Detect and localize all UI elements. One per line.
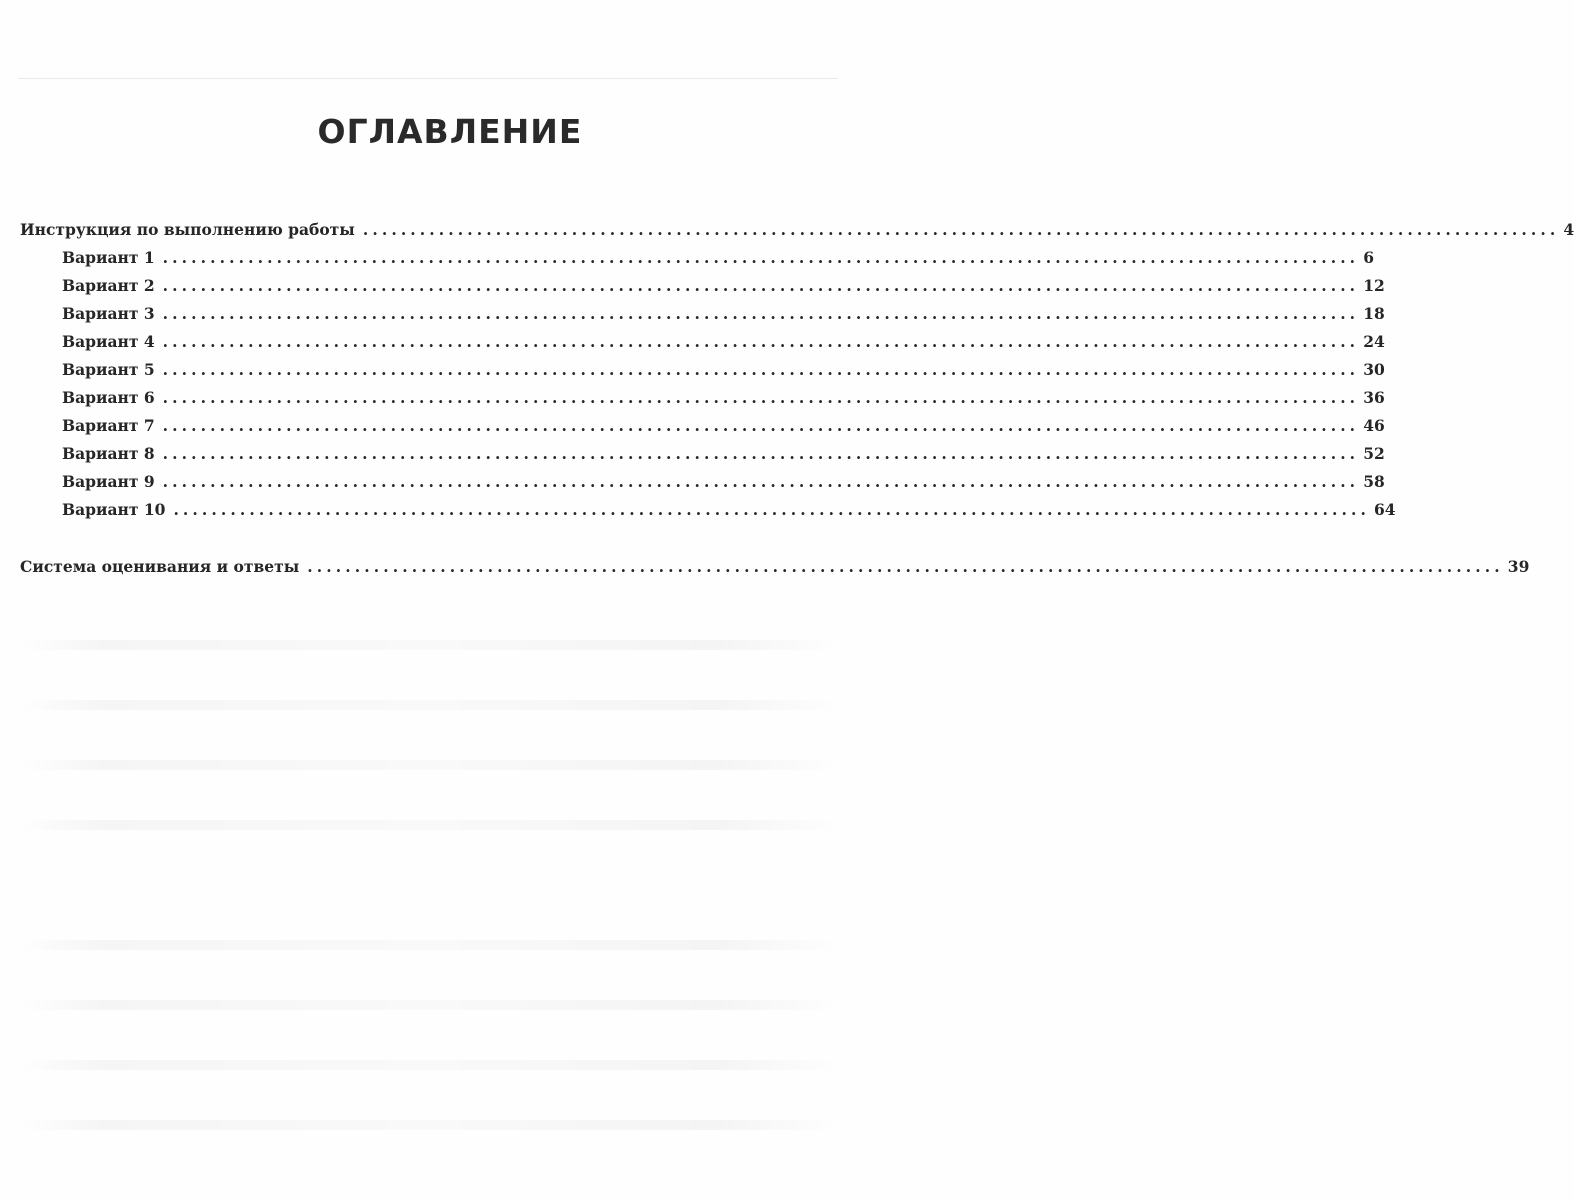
- toc-entry-label: Вариант 4: [62, 332, 155, 351]
- toc-entry-label: Вариант 2: [62, 276, 155, 295]
- toc-entry-label: Инструкция по выполнению работы: [20, 220, 355, 239]
- toc-entry-page: 36: [1363, 388, 1385, 407]
- toc-leader-dots: ..............................................................................................................................: [162, 276, 1360, 295]
- bleed-through: [20, 1060, 840, 1070]
- toc-entry-label: Вариант 1: [62, 248, 155, 267]
- bleed-through: [20, 760, 840, 770]
- toc-leader-dots: ..............................................................................................................................: [162, 472, 1360, 491]
- toc-entry-label: Вариант 9: [62, 472, 155, 491]
- toc-entry-variant-5[interactable]: [20, 360, 1385, 388]
- toc-entry-page: 39: [1507, 557, 1530, 576]
- header-rule: [18, 78, 838, 79]
- bleed-through: [20, 640, 840, 650]
- toc-entry-label: Вариант 10: [62, 500, 166, 519]
- toc-leader-dots: ..............................................................................................................................: [173, 500, 1370, 519]
- page-title: ОГЛАВЛЕНИЕ: [317, 112, 583, 151]
- toc-entry-page: 58: [1363, 472, 1385, 491]
- toc-leader-dots: ..............................................................................................................................: [162, 444, 1360, 463]
- toc-entry-page: 4: [1563, 220, 1574, 239]
- bleed-through: [20, 820, 840, 830]
- toc-entry-variant-6[interactable]: [20, 388, 1385, 416]
- bleed-through: [20, 700, 840, 710]
- toc-entry-page: 12: [1363, 276, 1385, 295]
- toc-entry-page: 64: [1373, 500, 1396, 519]
- toc-entry-variant-1[interactable]: [20, 248, 1374, 276]
- toc-entry-variant-3[interactable]: [20, 304, 1385, 332]
- toc-entry-label: Вариант 8: [62, 444, 155, 463]
- toc-entry-label: Система оценивания и ответы: [20, 557, 300, 576]
- toc-leader-dots: ..............................................................................................................................: [162, 360, 1360, 379]
- toc-leader-dots: ..............................................................................................................................: [162, 304, 1360, 323]
- toc-entry-page: 6: [1363, 248, 1374, 267]
- toc-leader-dots: ..............................................................................................................................: [307, 557, 1504, 576]
- toc-entry-variant-9[interactable]: [20, 472, 1385, 500]
- bleed-through: [20, 1120, 840, 1130]
- toc-entry-variant-8[interactable]: [20, 444, 1385, 472]
- table-of-contents: [20, 220, 1574, 585]
- bleed-through: [20, 1000, 840, 1010]
- toc-entry-grading[interactable]: [20, 557, 1530, 585]
- toc-entry-variant-10[interactable]: [20, 500, 1396, 528]
- toc-leader-dots: ..............................................................................................................................: [162, 388, 1360, 407]
- bleed-through: [20, 940, 840, 950]
- toc-entry-variant-4[interactable]: [20, 332, 1385, 360]
- toc-entry-label: Вариант 6: [62, 388, 155, 407]
- toc-entry-variant-2[interactable]: [20, 276, 1385, 304]
- toc-entry-page: 24: [1363, 332, 1385, 351]
- toc-entry-label: Вариант 3: [62, 304, 155, 323]
- toc-leader-dots: ..............................................................................................................................: [162, 416, 1360, 435]
- toc-entry-page: 30: [1363, 360, 1385, 379]
- toc-leader-dots: ..............................................................................................................................: [362, 220, 1560, 239]
- toc-entry-page: 52: [1363, 444, 1385, 463]
- toc-leader-dots: ..............................................................................................................................: [162, 332, 1360, 351]
- toc-leader-dots: ..............................................................................................................................: [162, 248, 1360, 267]
- toc-entry-label: Вариант 7: [62, 416, 155, 435]
- toc-entry-variant-7[interactable]: [20, 416, 1385, 444]
- toc-entry-page: 46: [1363, 416, 1385, 435]
- toc-entry-page: 18: [1363, 304, 1385, 323]
- toc-entry-label: Вариант 5: [62, 360, 155, 379]
- toc-entry-instructions[interactable]: [20, 220, 1574, 248]
